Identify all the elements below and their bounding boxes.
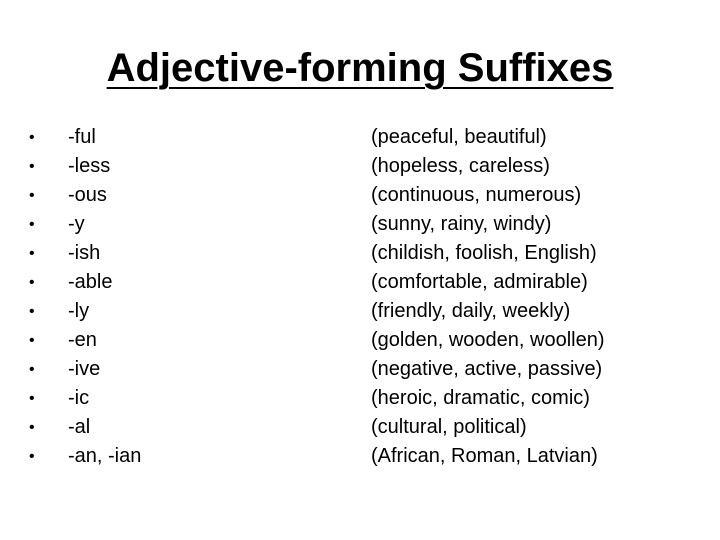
bullet-icon: • xyxy=(29,448,35,465)
examples-text: (comfortable, admirable) xyxy=(371,271,588,293)
bullet-icon: • xyxy=(29,419,35,436)
bullet-icon: • xyxy=(29,274,35,291)
examples-text: (sunny, rainy, windy) xyxy=(371,213,552,235)
suffix-text: -en xyxy=(68,329,97,351)
list-item xyxy=(0,210,720,239)
bullet-icon: • xyxy=(29,303,35,320)
suffix-list xyxy=(0,123,720,471)
examples-text: (hopeless, careless) xyxy=(371,155,550,177)
suffix-text: -an, -ian xyxy=(68,445,142,467)
bullet-icon: • xyxy=(29,361,35,378)
suffix-text: -ic xyxy=(68,387,90,409)
list-item xyxy=(0,239,720,268)
bullet-icon: • xyxy=(29,158,35,175)
suffix-text: -able xyxy=(68,271,113,293)
examples-text: (continuous, numerous) xyxy=(371,184,582,206)
bullet-icon: • xyxy=(29,129,35,146)
list-item xyxy=(0,297,720,326)
list-item xyxy=(0,355,720,384)
suffix-text: -ly xyxy=(68,300,90,322)
examples-text: (friendly, daily, weekly) xyxy=(371,300,571,322)
examples-text: (cultural, political) xyxy=(371,416,527,438)
list-item xyxy=(0,268,720,297)
suffix-text: -al xyxy=(68,416,91,438)
bullet-icon: • xyxy=(29,245,35,262)
suffix-text: -ive xyxy=(68,358,101,380)
suffix-text: -ous xyxy=(68,184,107,206)
examples-text: (heroic, dramatic, comic) xyxy=(371,387,590,409)
examples-text: (childish, foolish, English) xyxy=(371,242,597,264)
examples-text: (African, Roman, Latvian) xyxy=(371,445,598,467)
suffix-text: -ish xyxy=(68,242,101,264)
slide-title: Adjective-forming Suffixes xyxy=(106,46,614,90)
bullet-icon: • xyxy=(29,216,35,233)
examples-text: (golden, wooden, woollen) xyxy=(371,329,605,351)
list-item xyxy=(0,413,720,442)
list-item xyxy=(0,181,720,210)
bullet-icon: • xyxy=(29,332,35,349)
examples-text: (peaceful, beautiful) xyxy=(371,126,547,148)
list-item xyxy=(0,123,720,152)
suffix-text: -ful xyxy=(68,126,96,148)
list-item xyxy=(0,152,720,181)
list-item xyxy=(0,384,720,413)
suffix-text: -less xyxy=(68,155,111,177)
bullet-icon: • xyxy=(29,390,35,407)
list-item xyxy=(0,326,720,355)
list-item xyxy=(0,442,720,471)
examples-text: (negative, active, passive) xyxy=(371,358,603,380)
suffix-text: -y xyxy=(68,213,85,235)
bullet-icon: • xyxy=(29,187,35,204)
